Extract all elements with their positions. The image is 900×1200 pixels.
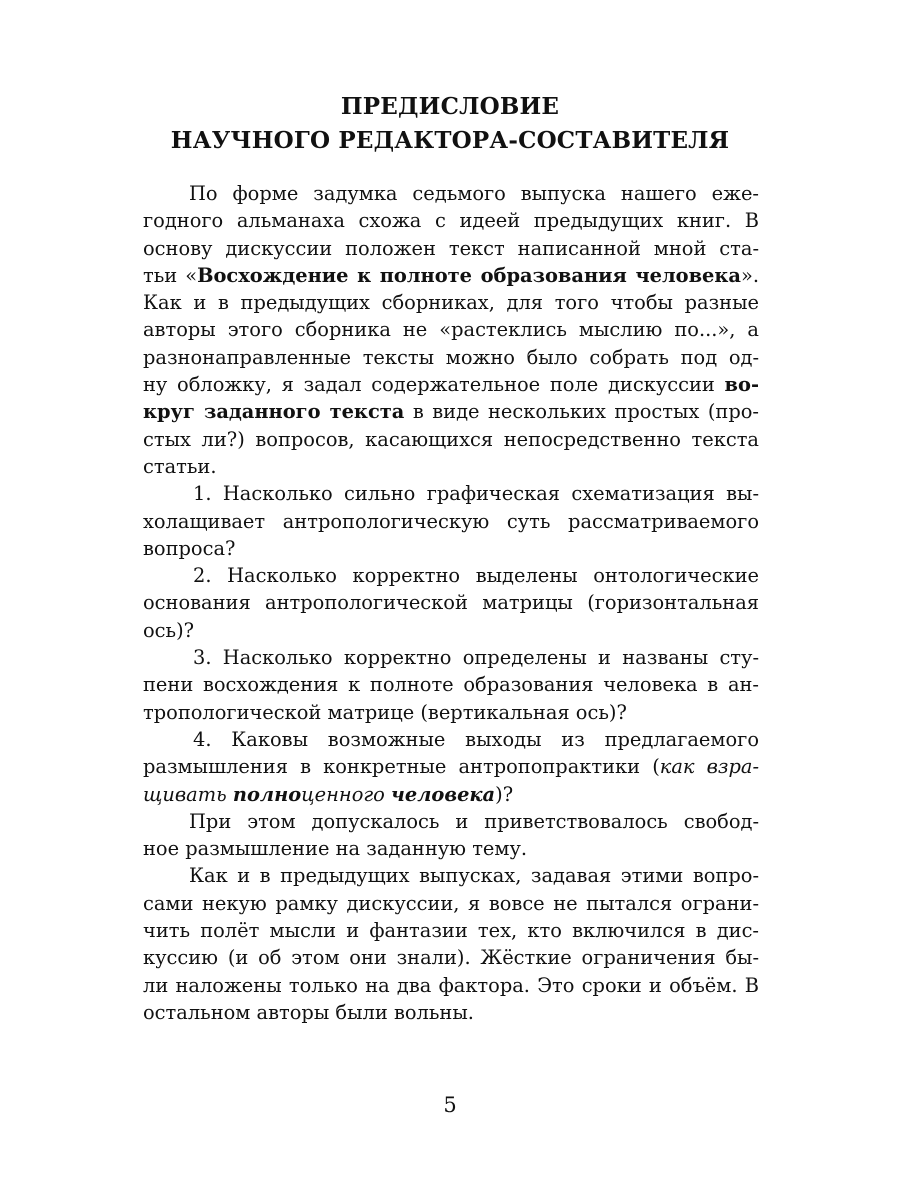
- italic-span: как взра-: [659, 755, 759, 779]
- question-line: ось)?: [143, 618, 195, 642]
- text-line: При этом допускалось и приветствовалось свобод-: [189, 809, 759, 833]
- question-line: основания антропологической матрицы (горизонтальная: [143, 591, 759, 615]
- question-line: [143, 781, 759, 808]
- page-number: 5: [443, 1093, 457, 1117]
- text-span: размышления в конкретные антропопрактики (: [143, 755, 660, 779]
- text-line: ли наложены только на два фактора. Это сроки и объём. В: [143, 973, 759, 997]
- question-line: 3. Насколько корректно определены и названы сту-: [193, 646, 759, 670]
- text-line: годного альманаха схожа с идеей предыдущих книг. В: [143, 209, 759, 233]
- page-title: [0, 90, 900, 158]
- bold-italic-span: полно: [232, 782, 302, 806]
- text-line: авторы этого сборника не «растеклись мыслию по...», а: [143, 318, 759, 342]
- question-line: [143, 753, 759, 780]
- italic-span: ценного: [301, 782, 392, 806]
- question-line: холащивает антропологическую суть рассматриваемого: [143, 509, 759, 533]
- italic-span: щивать: [143, 782, 233, 806]
- question-line: 2. Насколько корректно выделены онтологические: [193, 564, 759, 588]
- text-line: основу дискуссии положен текст написанной мной ста-: [143, 236, 759, 260]
- text-line: [143, 262, 759, 289]
- text-line: статьи.: [143, 454, 217, 478]
- text-line: По форме задумка седьмого выпуска нашего еже-: [189, 182, 759, 205]
- question-line: 1. Насколько сильно графическая схематизация вы-: [193, 482, 759, 506]
- bold-span: во-: [724, 373, 759, 397]
- question-line: вопроса?: [143, 536, 236, 560]
- question-line: тропологической матрице (вертикальная ось)?: [143, 700, 627, 724]
- body-text: [143, 180, 759, 1026]
- bold-italic-span: человека: [391, 782, 496, 806]
- text-line: куссию (и об этом они знали). Жёсткие ограничения бы-: [143, 946, 759, 970]
- text-span: ну обложку, я задал содержательное поле дискуссии: [143, 373, 725, 397]
- text-span: тьи «: [143, 263, 198, 287]
- question-line: 4. Каковы возможные выходы из предлагаемого: [193, 727, 759, 751]
- bold-span: круг заданного текста: [143, 400, 405, 424]
- text-line: [143, 398, 759, 425]
- text-span: )?: [495, 782, 514, 806]
- text-line: [143, 371, 759, 398]
- text-line: стых ли?) вопросов, касающихся непосредственно текста: [143, 427, 759, 451]
- text-line: ное размышление на заданную тему.: [143, 837, 528, 861]
- text-span: в виде нескольких простых (про-: [404, 400, 759, 424]
- text-line: чить полёт мысли и фантазии тех, кто включился в дис-: [143, 919, 759, 943]
- question-line: пени восхождения к полноте образования человека в ан-: [143, 673, 759, 697]
- text-line: разнонаправленные тексты можно было собрать под од-: [143, 345, 759, 369]
- article-title-bold: Восхождение к полноте образования человека: [197, 263, 741, 287]
- text-line: остальном авторы были вольны.: [143, 1000, 474, 1024]
- text-line: Как и в предыдущих выпусках, задавая этими вопро-: [189, 864, 759, 888]
- title-line-2: НАУЧНОГО РЕДАКТОРА-СОСТАВИТЕЛЯ: [170, 127, 730, 154]
- text-span: ».: [740, 263, 759, 287]
- text-line: сами некую рамку дискуссии, я вовсе не пытался ограни-: [143, 891, 759, 915]
- text-line: Как и в предыдущих сборниках, для того чтобы разные: [143, 291, 759, 315]
- title-line-1: ПРЕДИСЛОВИЕ: [340, 93, 560, 120]
